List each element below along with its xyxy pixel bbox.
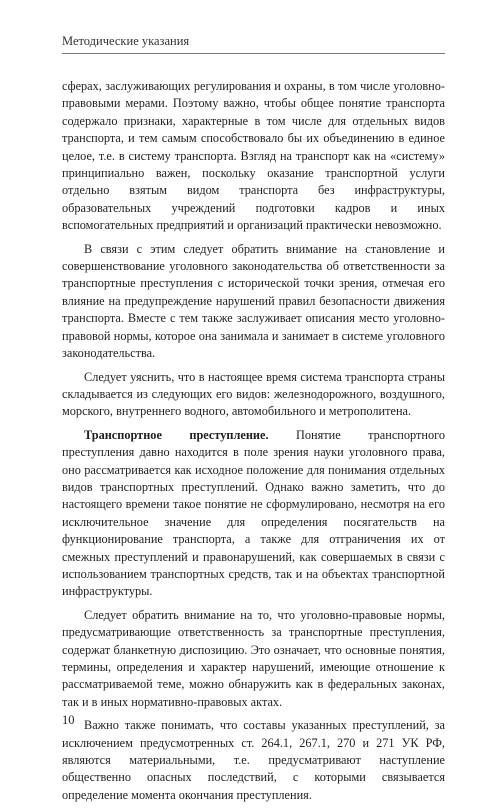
paragraph-4 (62, 427, 445, 601)
paragraph-2 (62, 241, 445, 363)
paragraph-text: Важно также понимать, что составы указанных преступлений, за исключением предусмотренных ст. 264.1, 267.1, 270 и 271 УК РФ, являются материальными, т.е. предусматривают наступление общественно опасных последствий, с которыми связывается определение момента окончания преступления. (62, 718, 445, 802)
paragraph-1 (62, 78, 445, 235)
paragraph-text: В связи с этим следует обратить внимание на становление и совершенствование уголовного законодательства об ответственности за транспортные преступления с исторической точки зрения, отмечая его влияние на предупреждение нарушений правил безопасности движения транспорта. Вместе с тем также заслуживает описания место уголовно-правовой нормы, которое она занимала и занимает в системе уголовного законодательства. (62, 241, 445, 361)
body-text (62, 78, 445, 810)
paragraph-5 (62, 607, 445, 711)
running-title: Методические указания (62, 34, 190, 48)
paragraph-text: Следует обратить внимание на то, что уголовно-правовые нормы, предусматривающие ответственность за транспортные преступления, содержат бланкетную диспозицию. Это означает, что основные понятия, термины, определения и характер нарушений, имеющие отношение к рассматриваемой теме, можно обнаружить как в федеральных законах, так и в иных нормативно-правовых актах. (62, 607, 445, 709)
page-number: 10 (62, 713, 75, 727)
paragraph-text: сферах, заслуживающих регулирования и охраны, в том числе уголовно-правовыми мерами. Поэтому важно, чтобы общее понятие транспорта содержало признаки, характерные в том числе для отдельных видов транспорта, и тем самым способствовало бы их объединению в единое целое, т.е. в систему транспорта. Взгляд на транспорт как на «систему» принципиально важен, поскольку оказание транспортной услуги отдельно взятым видом транспорта без инфраструктуры, образовательных учреждений подготовки кадров и иных вспомогательных предприятий и организаций практически невозможно. (62, 79, 445, 233)
section-heading: Транспортное преступление. (84, 427, 269, 442)
paragraph-text: Следует уяснить, что в настоящее время система транспорта страны складывается из следующих его видов: железнодорожного, воздушного, морского, внутреннего водного, автомобильного и метрополитена. (62, 369, 445, 419)
paragraph-3 (62, 369, 445, 421)
header-rule (62, 53, 445, 54)
paragraph-6 (62, 717, 445, 804)
paragraph-text: Понятие транспортного преступления давно находится в поле зрения науки уголовного права, оно рассматривается как исходное положение для понимания отдельных видов транспортных преступлений. Однако важно заметить, что до настоящего времени такое понятие не сформулировано, несмотря на его исключительное значение для определения посягательств на функционирование транспорта, а также для отграничения их от смежных преступлений и правонарушений, как совершаемых в связи с использованием транспортных средств, так и на объектах транспортной инфраструктуры. (62, 427, 445, 599)
